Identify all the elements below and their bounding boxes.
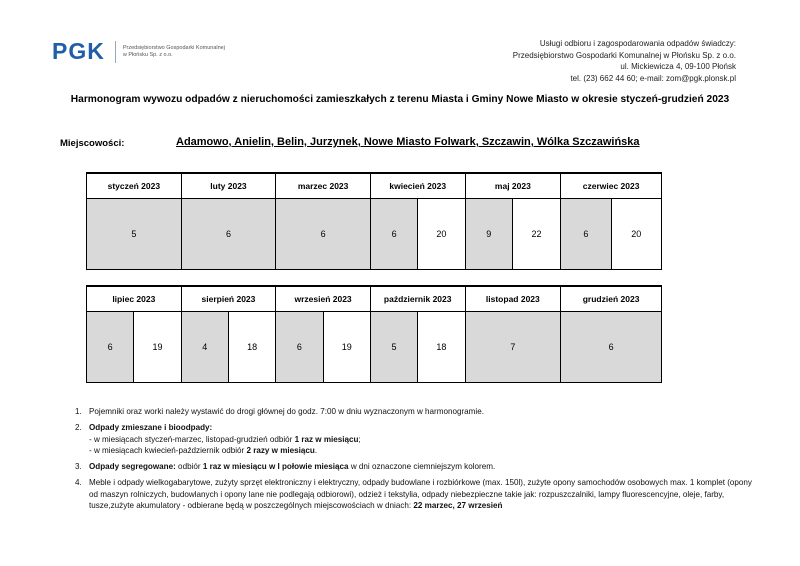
note-fragment: odbiór <box>175 462 203 472</box>
notes-list <box>75 406 755 516</box>
note-fragment: ; <box>358 434 361 444</box>
month-header: wrzesień 2023 <box>276 286 371 312</box>
company-line: tel. (23) 662 44 60; e-mail: zom@pgk.plonsk.pl <box>570 73 736 83</box>
note-item <box>75 422 755 456</box>
logo-subtitle-line: Przedsiębiorstwo Gospodarki Komunalnej <box>122 44 225 51</box>
month-header: październik 2023 <box>370 286 465 312</box>
note-emphasis: 2 razy w miesiącu <box>246 445 315 455</box>
page-title: Harmonogram wywozu odpadów z nieruchomości zamieszkałych z terenu Miasta i Gminy Nowe Miasto w okresie styczeń-grudzień 2023 <box>70 94 730 105</box>
pickup-day-cell: 6 <box>181 199 276 270</box>
pickup-day-cell: 22 <box>512 199 560 270</box>
note-emphasis: 1 raz w miesiącu w I połowie miesiąca <box>202 462 349 472</box>
note-heading: Odpady segregowane: <box>89 462 176 472</box>
pickup-day-cell: 20 <box>611 199 661 270</box>
note-text <box>89 461 755 472</box>
pickup-day-cell: 6 <box>276 312 323 383</box>
note-heading: Odpady zmieszane i bioodpady: <box>89 423 213 433</box>
month-header: czerwiec 2023 <box>561 173 662 199</box>
pickup-day-cell: 6 <box>561 312 662 383</box>
note-fragment: . <box>314 445 318 455</box>
note-text <box>89 422 755 456</box>
logo-subtitle <box>123 45 243 59</box>
note-item <box>75 461 755 472</box>
month-header: luty 2023 <box>181 173 276 199</box>
note-fragment: - w miesiącach styczeń-marzec, listopad-grudzień odbiór <box>89 434 295 444</box>
note-number: 4. <box>75 478 82 488</box>
month-header: maj 2023 <box>465 173 561 199</box>
schedule-table-jan-jun <box>86 172 662 270</box>
pickup-day-cell: 6 <box>370 199 417 270</box>
pickup-day-cell: 6 <box>276 199 371 270</box>
note-emphasis: 22 marzec, 27 wrzesień <box>413 501 503 511</box>
pickup-day-cell: 5 <box>370 312 417 383</box>
pickup-day-cell: 18 <box>228 312 275 383</box>
note-fragment: Meble i odpady wielkogabarytowe, zużyty sprzęt elektroniczny i elektryczny, odpady budowlane i rozbiórkowe (max. 150l), zużyte opony samochodów osobowych max. 1 komplet (opony od maszyn rolniczych, budowlanych i opony lane nie podlegają odbiorowi), odzież i tekstylia, odpady niebezpieczne takie jak: rozpuszczalniki, lampy fluorescencyjne, oleje, farby, tusze,zużyte akumulatory - odbierane będą w poszczególnych miejscowościach w dniach: <box>89 478 752 511</box>
pickup-day-cell: 6 <box>87 312 134 383</box>
note-number: 3. <box>75 462 82 472</box>
pickup-day-cell: 7 <box>465 312 561 383</box>
month-header: grudzień 2023 <box>561 286 662 312</box>
logo-subtitle-line: w Płońsku Sp. z o.o. <box>122 51 173 58</box>
pickup-day-cell: 20 <box>418 199 465 270</box>
note-fragment: w dni oznaczone ciemniejszym kolorem. <box>348 462 496 472</box>
pickup-day-cell: 9 <box>465 199 512 270</box>
company-line: Przedsiębiorstwo Gospodarki Komunalnej w Płońsku Sp. z o.o. <box>512 50 736 60</box>
note-item <box>75 477 755 511</box>
note-item <box>75 406 755 417</box>
note-text <box>89 477 755 511</box>
pgk-logo <box>52 38 243 65</box>
company-line: ul. Mickiewicza 4, 09-100 Płońsk <box>620 62 736 71</box>
month-header: listopad 2023 <box>465 286 561 312</box>
schedule-table-jul-dec <box>86 285 662 383</box>
pickup-day-cell: 4 <box>181 312 228 383</box>
logo-divider <box>115 41 116 63</box>
month-header: marzec 2023 <box>276 173 371 199</box>
month-header: sierpień 2023 <box>181 286 276 312</box>
locality-label: Miejscowości: <box>60 138 125 149</box>
pickup-day-cell: 5 <box>87 199 182 270</box>
company-line: Usługi odbioru i zagospodarowania odpadów świadczy: <box>539 39 736 48</box>
pickup-day-cell: 18 <box>418 312 465 383</box>
note-number: 1. <box>75 407 82 416</box>
locality-value: Adamowo, Anielin, Belin, Jurzynek, Nowe Miasto Folwark, Szczawin, Wólka Szczawińska <box>176 136 640 148</box>
month-header: kwiecień 2023 <box>370 173 465 199</box>
pickup-day-cell: 19 <box>134 312 181 383</box>
note-text: Pojemniki oraz worki należy wystawić do drogi głównej do godz. 7:00 w dniu wyznaczonym w harmonogramie. <box>89 407 484 416</box>
month-header: styczeń 2023 <box>87 173 182 199</box>
logo-wordmark: PGK <box>52 38 105 64</box>
note-fragment: - w miesiącach kwiecień-październik odbiór <box>89 445 247 455</box>
month-header: lipiec 2023 <box>87 286 182 312</box>
note-emphasis: 1 raz w miesiącu <box>294 434 359 444</box>
pickup-day-cell: 6 <box>561 199 611 270</box>
pickup-day-cell: 19 <box>323 312 370 383</box>
note-number: 2. <box>75 423 82 433</box>
company-info <box>513 38 736 84</box>
